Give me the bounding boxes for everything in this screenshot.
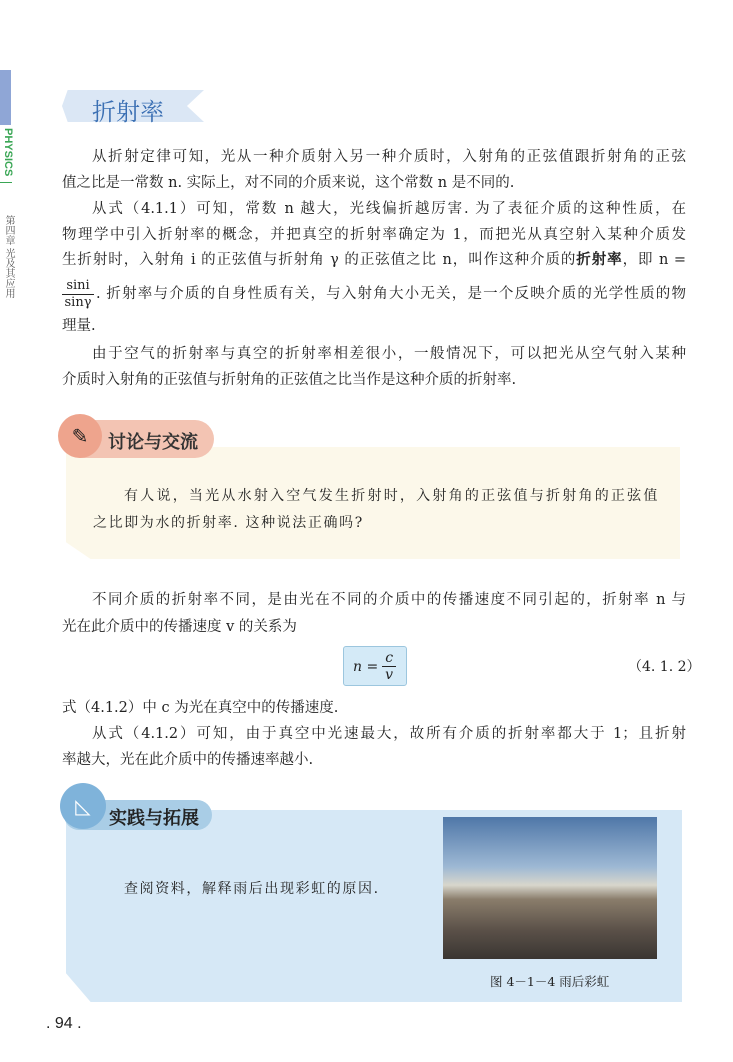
lightbulb-pen-icon: ✎ — [58, 414, 102, 458]
paragraph-line: 不同介质的折射率不同，是由光在不同的介质中的传播速度不同引起的，折射率 n 与 — [92, 592, 686, 608]
paragraph-line: 式（4.1.2）中 c 为光在真空中的传播速度. — [62, 700, 339, 716]
fraction-numerator: sini — [62, 278, 94, 295]
side-color-bar — [0, 70, 11, 125]
term-bold: 折射率 — [576, 252, 623, 268]
divider — [0, 182, 12, 183]
paragraph-line: 从式（4.1.1）可知，常数 n 越大，光线偏折越厉害. 为了表征介质的这种性质，在 — [92, 201, 686, 217]
formula-lhs: n = — [353, 658, 379, 675]
paragraph-line: 值之比是一常数 n. 实际上，对不同的介质来说，这个常数 n 是不同的. — [62, 175, 515, 191]
text: ，即 n = — [622, 252, 687, 268]
practice-title: 实践与拓展 — [109, 808, 199, 829]
paragraph-line: 物理学中引入折射率的概念，并把真空的折射率确定为 1，而把光从真空射入某种介质发 — [62, 227, 686, 243]
rainbow-city-photo — [443, 817, 657, 959]
discussion-line: 之比即为水的折射率. 这种说法正确吗? — [93, 515, 364, 531]
discussion-title: 讨论与交流 — [108, 432, 198, 453]
figure-caption: 图 4－1－4 雨后彩虹 — [490, 974, 610, 989]
paragraph-line: 光在此介质中的传播速度 v 的关系为 — [62, 619, 297, 635]
paragraph-line: 从式（4.1.2）可知，由于真空中光速最大，故所有介质的折射率都大于 1；且折射 — [92, 726, 686, 742]
text: 生折射时，入射角 i 的正弦值与折射角 γ 的正弦值之比 n，叫作这种介质的 — [62, 252, 577, 268]
fraction-denominator: sinγ — [64, 295, 92, 310]
paragraph-line: . 折射率与介质的自身性质有关，与入射角大小无关，是一个反映介质的光学性质的物 — [96, 286, 686, 302]
side-subject-label: PHYSICS — [2, 128, 14, 177]
paragraph-line: 从折射定律可知，光从一种介质射入另一种介质时，入射角的正弦值跟折射角的正弦 — [92, 149, 686, 165]
discussion-line: 有人说，当光从水射入空气发生折射时，入射角的正弦值与折射角的正弦值 — [124, 488, 659, 504]
formula-numerator: c — [382, 650, 396, 667]
paragraph-line — [62, 250, 686, 270]
paragraph-line: 介质时入射角的正弦值与折射角的正弦值之比当作是这种介质的折射率. — [62, 372, 517, 388]
section-title: 折射率 — [92, 98, 164, 126]
paragraph-line: 率越大，光在此介质中的传播速率越小. — [62, 752, 314, 768]
paragraph-line: 由于空气的折射率与真空的折射率相差很小，一般情况下，可以把光从空气射入某种 — [92, 346, 686, 362]
formula — [353, 650, 396, 683]
side-chapter-label: 第四章 光及其应用 — [3, 215, 14, 299]
formula-number: （4. 1. 2） — [628, 659, 701, 675]
triangle-ruler-icon: ◺ — [60, 783, 106, 829]
paragraph-line: 理量. — [62, 318, 96, 334]
formula-denominator: v — [385, 667, 394, 683]
practice-text: 查阅资料，解释雨后出现彩虹的原因. — [124, 881, 380, 897]
fraction-sin — [62, 278, 94, 311]
page-number: . 94 . — [46, 1015, 82, 1032]
